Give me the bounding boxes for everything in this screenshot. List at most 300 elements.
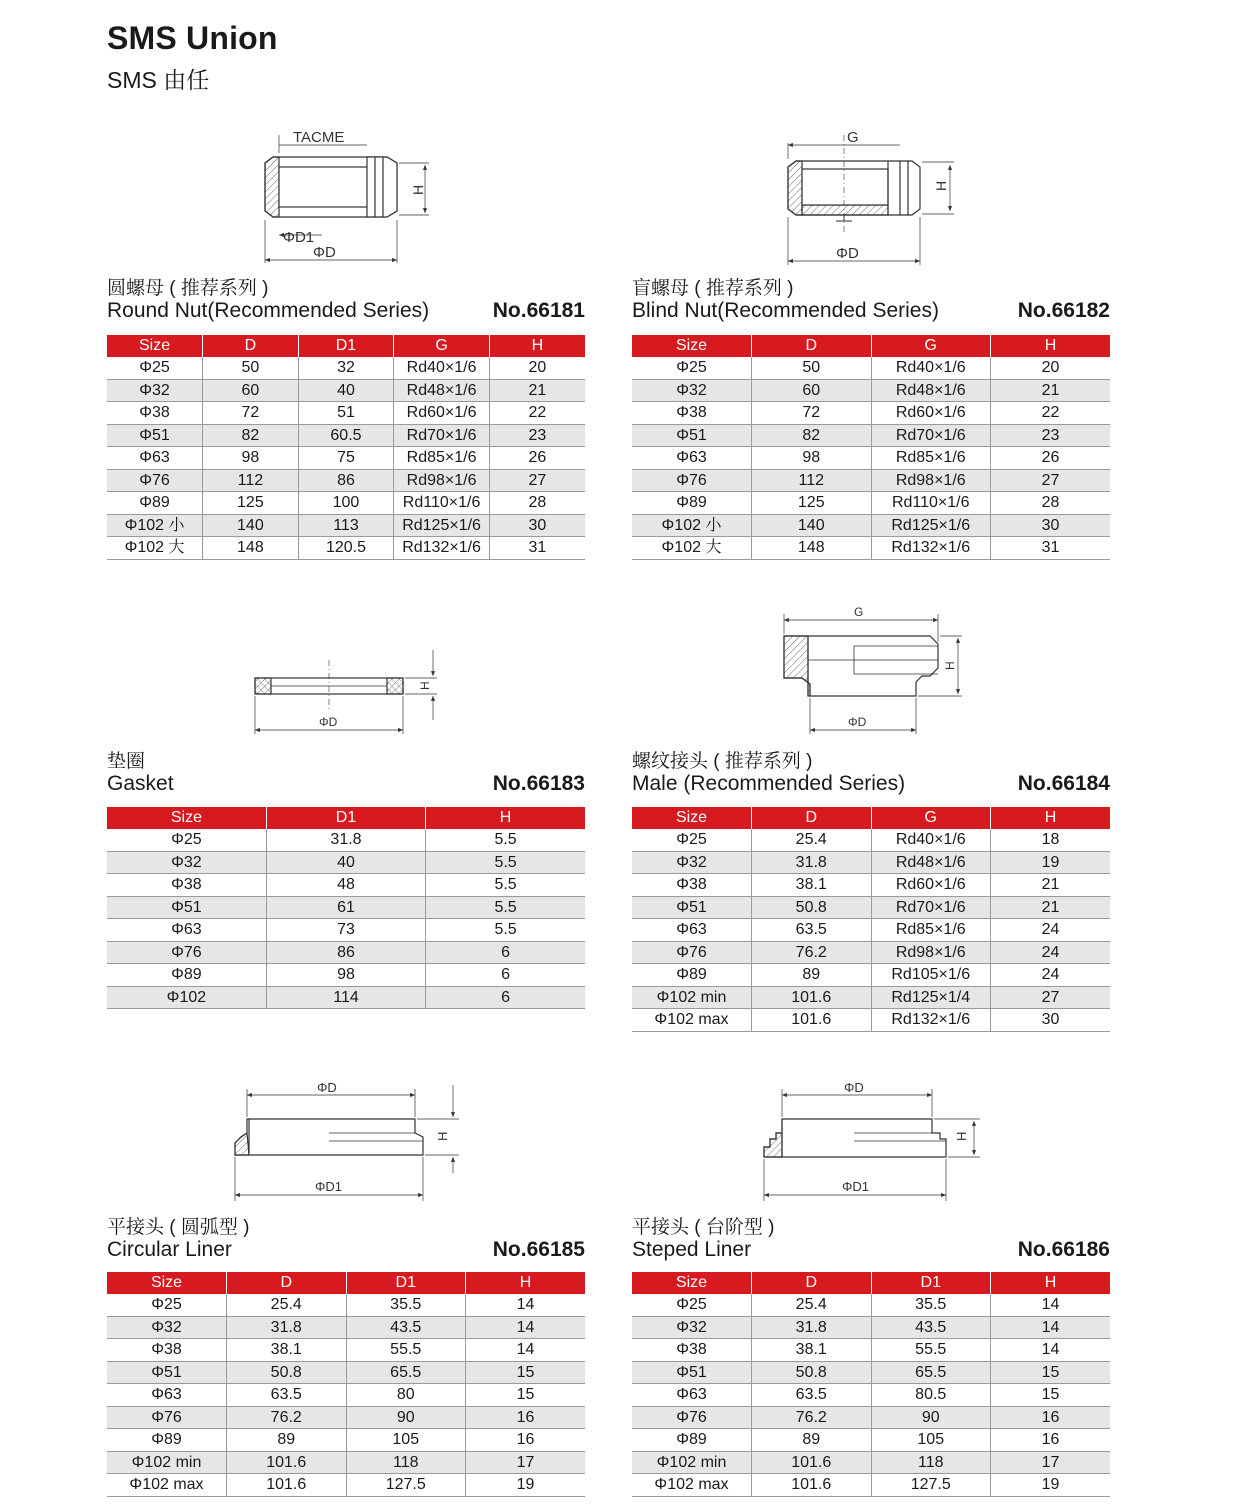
table-row (107, 1316, 585, 1339)
table-cell: 19 (466, 1474, 586, 1497)
table-cell: 14 (991, 1294, 1111, 1316)
table-row (632, 1474, 1110, 1497)
table-cell: Rd60×1/6 (871, 402, 991, 425)
table-cell: Φ76 (107, 1406, 227, 1429)
table-cell: 113 (298, 514, 394, 537)
table-cell: Φ102 大 (107, 537, 203, 560)
table-cell: 30 (991, 1009, 1111, 1032)
blind-nut-drawing (772, 125, 972, 265)
column-header: H (991, 807, 1111, 829)
column-header: D1 (346, 1272, 466, 1294)
table-cell: 30 (991, 514, 1111, 537)
table-cell: Φ102 小 (107, 514, 203, 537)
round-nut-cn-name: 圆螺母 ( 推荐系列 ) (107, 278, 269, 299)
table-cell: Rd125×1/6 (394, 514, 490, 537)
table-cell: 43.5 (346, 1316, 466, 1339)
table-cell: 48 (266, 874, 425, 897)
table-header-row (107, 1272, 585, 1294)
section-steped-liner (632, 1075, 1110, 1505)
table-cell: 73 (266, 919, 425, 942)
column-header: D (227, 1272, 347, 1294)
circular-liner-label-h: H (435, 1131, 450, 1141)
table-cell: 14 (466, 1339, 586, 1362)
table-row (107, 537, 585, 560)
table-cell: Φ38 (632, 402, 752, 425)
column-header: D1 (298, 335, 394, 357)
table-cell: 118 (871, 1451, 991, 1474)
table-cell: 31.8 (266, 829, 425, 851)
table-cell: 60 (203, 379, 299, 402)
table-cell: 18 (991, 829, 1111, 851)
table-cell: Φ25 (107, 829, 266, 851)
table-header-row (107, 335, 585, 357)
table-row (632, 492, 1110, 515)
table-cell: 101.6 (752, 1451, 872, 1474)
table-cell: Φ63 (632, 1384, 752, 1407)
table-cell: 50 (752, 357, 872, 379)
table-cell: 35.5 (871, 1294, 991, 1316)
table-row (107, 874, 585, 897)
table-cell: Φ102 min (632, 986, 752, 1009)
table-cell: 16 (466, 1406, 586, 1429)
table-cell: Rd105×1/6 (871, 964, 991, 987)
male-label-d: ΦD (848, 715, 867, 729)
table-cell: 6 (426, 986, 585, 1009)
steped-liner-label-h: H (954, 1131, 969, 1141)
circular-liner-table (107, 1272, 585, 1497)
table-cell: 15 (466, 1361, 586, 1384)
table-cell: 72 (752, 402, 872, 425)
gasket-cn-name: 垫圈 (107, 751, 146, 772)
table-cell: 100 (298, 492, 394, 515)
male-en-name: Male (Recommended Series) (632, 772, 906, 795)
table-cell: Φ25 (107, 357, 203, 379)
table-cell: 5.5 (426, 919, 585, 942)
table-cell: 125 (752, 492, 872, 515)
table-cell: 24 (991, 964, 1111, 987)
table-cell: Φ102 max (632, 1474, 752, 1497)
table-cell: 118 (346, 1451, 466, 1474)
section-gasket (107, 600, 585, 1020)
table-row (632, 919, 1110, 942)
table-cell: 35.5 (346, 1294, 466, 1316)
table-row (632, 1451, 1110, 1474)
table-row (632, 514, 1110, 537)
table-row (632, 964, 1110, 987)
male-number: No.66184 (1017, 772, 1110, 795)
table-cell: 31.8 (752, 1316, 872, 1339)
table-cell: 105 (871, 1429, 991, 1452)
table-cell: Φ25 (632, 357, 752, 379)
column-header: D (752, 807, 872, 829)
table-cell: 63.5 (227, 1384, 347, 1407)
table-cell: 15 (466, 1384, 586, 1407)
table-cell: Rd110×1/6 (871, 492, 991, 515)
circular-liner-cn-name: 平接头 ( 圆弧型 ) (107, 1217, 250, 1238)
table-cell: 17 (466, 1451, 586, 1474)
table-cell: 26 (991, 447, 1111, 470)
column-header: Size (107, 807, 266, 829)
table-cell: 16 (991, 1429, 1111, 1452)
round-nut-table (107, 335, 585, 560)
table-cell: Φ102 min (107, 1451, 227, 1474)
column-header: Size (107, 1272, 227, 1294)
circular-liner-number: No.66185 (492, 1238, 585, 1261)
table-cell: 148 (203, 537, 299, 560)
table-cell: Rd70×1/6 (871, 424, 991, 447)
table-cell: 14 (466, 1294, 586, 1316)
steped-liner-en-name: Steped Liner (632, 1238, 752, 1261)
table-cell: Rd132×1/6 (871, 1009, 991, 1032)
page-subtitle: SMS 由任 (107, 67, 210, 93)
table-cell: Φ63 (107, 919, 266, 942)
table-cell: 6 (426, 964, 585, 987)
table-cell: 21 (991, 379, 1111, 402)
table-row (632, 851, 1110, 874)
table-cell: Rd48×1/6 (394, 379, 490, 402)
table-cell: 15 (991, 1384, 1111, 1407)
section-circular-liner (107, 1075, 585, 1505)
table-cell: 43.5 (871, 1316, 991, 1339)
table-cell: 38.1 (752, 874, 872, 897)
column-header: G (871, 335, 991, 357)
table-row (107, 469, 585, 492)
table-cell: Φ76 (107, 941, 266, 964)
table-cell: 5.5 (426, 874, 585, 897)
table-cell: 76.2 (752, 941, 872, 964)
blind-nut-label-h: H (933, 180, 949, 191)
table-cell: 38.1 (752, 1339, 872, 1362)
gasket-label-d: ΦD (319, 715, 338, 729)
table-row (107, 986, 585, 1009)
table-header-row (632, 1272, 1110, 1294)
table-cell: Φ32 (632, 1316, 752, 1339)
table-row (632, 1316, 1110, 1339)
table-cell: 127.5 (346, 1474, 466, 1497)
steped-liner-cn-name: 平接头 ( 台阶型 ) (632, 1217, 775, 1238)
table-cell: 75 (298, 447, 394, 470)
table-cell: 80.5 (871, 1384, 991, 1407)
table-row (632, 357, 1110, 379)
blind-nut-label-g: G (847, 129, 859, 146)
table-cell: Φ102 大 (632, 537, 752, 560)
table-row (107, 402, 585, 425)
table-cell: Φ32 (107, 379, 203, 402)
table-cell: Rd48×1/6 (871, 379, 991, 402)
table-cell: Φ38 (107, 1339, 227, 1362)
table-cell: 27 (991, 469, 1111, 492)
blind-nut-table (632, 335, 1110, 560)
table-row (632, 402, 1110, 425)
table-cell: Φ51 (107, 896, 266, 919)
table-cell: 50.8 (752, 1361, 872, 1384)
table-cell: Φ51 (632, 424, 752, 447)
table-row (632, 829, 1110, 851)
column-header: H (466, 1272, 586, 1294)
table-cell: 40 (266, 851, 425, 874)
table-cell: Rd40×1/6 (871, 829, 991, 851)
table-cell: Φ32 (632, 379, 752, 402)
table-row (107, 896, 585, 919)
table-cell: 22 (489, 402, 585, 425)
table-cell: Rd70×1/6 (394, 424, 490, 447)
steped-liner-drawing (756, 1075, 996, 1205)
table-row (632, 1294, 1110, 1316)
table-cell: Rd40×1/6 (871, 357, 991, 379)
table-cell: Φ76 (107, 469, 203, 492)
table-cell: Φ38 (107, 874, 266, 897)
table-cell: 22 (991, 402, 1111, 425)
table-cell: Φ25 (632, 1294, 752, 1316)
table-cell: Φ51 (632, 1361, 752, 1384)
table-cell: 14 (991, 1316, 1111, 1339)
table-header-row (632, 807, 1110, 829)
table-cell: 112 (752, 469, 872, 492)
table-row (107, 941, 585, 964)
round-nut-label-d: ΦD (313, 244, 336, 261)
table-header-row (107, 807, 585, 829)
table-cell: Φ89 (107, 964, 266, 987)
table-cell: Rd132×1/6 (871, 537, 991, 560)
table-row (632, 1009, 1110, 1032)
table-cell: 24 (991, 941, 1111, 964)
table-row (107, 1361, 585, 1384)
table-cell: 80 (346, 1384, 466, 1407)
table-row (107, 424, 585, 447)
table-header-row (632, 335, 1110, 357)
male-label-g: G (854, 605, 864, 619)
table-cell: 27 (991, 986, 1111, 1009)
male-table (632, 807, 1110, 1032)
table-cell: 120.5 (298, 537, 394, 560)
round-nut-number: No.66181 (492, 299, 585, 322)
table-cell: Rd60×1/6 (871, 874, 991, 897)
table-row (107, 851, 585, 874)
table-cell: 5.5 (426, 851, 585, 874)
table-cell: 60 (752, 379, 872, 402)
table-cell: 28 (991, 492, 1111, 515)
column-header: D (752, 1272, 872, 1294)
table-cell: Φ63 (107, 1384, 227, 1407)
table-cell: Φ38 (107, 402, 203, 425)
table-cell: 40 (298, 379, 394, 402)
male-drawing (772, 600, 972, 740)
table-cell: Φ51 (107, 1361, 227, 1384)
table-row (632, 874, 1110, 897)
table-row (632, 941, 1110, 964)
table-row (632, 1406, 1110, 1429)
table-cell: 114 (266, 986, 425, 1009)
table-cell: Rd132×1/6 (394, 537, 490, 560)
gasket-en-name: Gasket (107, 772, 174, 795)
table-cell: 89 (227, 1429, 347, 1452)
table-cell: 101.6 (227, 1451, 347, 1474)
steped-liner-label-d: ΦD (844, 1080, 864, 1095)
gasket-label-h: H (418, 681, 432, 690)
table-cell: Φ63 (632, 447, 752, 470)
table-cell: 98 (203, 447, 299, 470)
section-round-nut (107, 125, 585, 565)
table-row (632, 896, 1110, 919)
table-cell: Φ102 (107, 986, 266, 1009)
table-cell: 31 (489, 537, 585, 560)
table-row (107, 1384, 585, 1407)
column-header: Size (107, 335, 203, 357)
column-header: Size (632, 807, 752, 829)
gasket-table (107, 807, 585, 1009)
table-cell: Rd85×1/6 (871, 447, 991, 470)
table-cell: 82 (203, 424, 299, 447)
table-cell: 98 (752, 447, 872, 470)
table-cell: 5.5 (426, 829, 585, 851)
column-header: Size (632, 1272, 752, 1294)
table-cell: 17 (991, 1451, 1111, 1474)
table-row (632, 537, 1110, 560)
table-row (107, 1406, 585, 1429)
table-cell: 101.6 (752, 1009, 872, 1032)
table-row (107, 1429, 585, 1452)
round-nut-drawing (247, 125, 447, 265)
table-cell: Φ76 (632, 469, 752, 492)
table-cell: 65.5 (346, 1361, 466, 1384)
table-cell: 89 (752, 964, 872, 987)
table-cell: Φ76 (632, 941, 752, 964)
section-male (632, 600, 1110, 1040)
table-cell: Rd98×1/6 (871, 941, 991, 964)
table-cell: Φ32 (632, 851, 752, 874)
table-row (632, 447, 1110, 470)
table-cell: Φ102 min (632, 1451, 752, 1474)
blind-nut-label-d: ΦD (836, 245, 859, 262)
table-cell: 31.8 (752, 851, 872, 874)
table-cell: 16 (466, 1429, 586, 1452)
table-cell: 50 (203, 357, 299, 379)
table-row (107, 1339, 585, 1362)
table-cell: Φ32 (107, 1316, 227, 1339)
table-cell: Rd85×1/6 (394, 447, 490, 470)
table-row (107, 447, 585, 470)
table-cell: Rd125×1/6 (871, 514, 991, 537)
table-cell: 31 (991, 537, 1111, 560)
steped-liner-table (632, 1272, 1110, 1497)
table-cell: 125 (203, 492, 299, 515)
table-cell: 32 (298, 357, 394, 379)
table-cell: 23 (991, 424, 1111, 447)
table-row (107, 1474, 585, 1497)
table-cell: 63.5 (752, 1384, 872, 1407)
table-cell: Rd98×1/6 (871, 469, 991, 492)
table-row (107, 514, 585, 537)
table-cell: 76.2 (752, 1406, 872, 1429)
table-row (632, 1339, 1110, 1362)
circular-liner-label-d: ΦD (317, 1080, 337, 1095)
table-cell: Φ32 (107, 851, 266, 874)
table-cell: 38.1 (227, 1339, 347, 1362)
circular-liner-en-name: Circular Liner (107, 1238, 232, 1261)
column-header: D1 (266, 807, 425, 829)
column-header: D (752, 335, 872, 357)
table-cell: 55.5 (871, 1339, 991, 1362)
table-row (107, 919, 585, 942)
table-cell: 50.8 (227, 1361, 347, 1384)
table-cell: 24 (991, 919, 1111, 942)
table-cell: 76.2 (227, 1406, 347, 1429)
table-cell: Φ89 (632, 964, 752, 987)
steped-liner-number: No.66186 (1017, 1238, 1110, 1261)
table-cell: 98 (266, 964, 425, 987)
table-cell: 148 (752, 537, 872, 560)
column-header: D (203, 335, 299, 357)
table-cell: Φ102 max (632, 1009, 752, 1032)
table-row (632, 1384, 1110, 1407)
table-cell: 25.4 (227, 1294, 347, 1316)
male-label-h: H (943, 661, 957, 670)
table-cell: 21 (991, 896, 1111, 919)
page-title: SMS Union (107, 20, 278, 56)
table-cell: Rd98×1/6 (394, 469, 490, 492)
table-cell: 127.5 (871, 1474, 991, 1497)
table-row (632, 986, 1110, 1009)
table-cell: Φ89 (107, 1429, 227, 1452)
table-cell: Φ63 (107, 447, 203, 470)
column-header: G (871, 807, 991, 829)
table-cell: Φ51 (107, 424, 203, 447)
table-cell: 72 (203, 402, 299, 425)
table-cell: 89 (752, 1429, 872, 1452)
round-nut-label-d1: ΦD1 (283, 229, 315, 246)
table-cell: 15 (991, 1361, 1111, 1384)
table-cell: Φ89 (107, 492, 203, 515)
table-cell: 140 (203, 514, 299, 537)
column-header: G (394, 335, 490, 357)
table-cell: 21 (991, 874, 1111, 897)
column-header: H (991, 1272, 1111, 1294)
table-cell: 31.8 (227, 1316, 347, 1339)
table-cell: 51 (298, 402, 394, 425)
blind-nut-en-name: Blind Nut(Recommended Series) (632, 299, 939, 322)
table-cell: 60.5 (298, 424, 394, 447)
table-cell: 26 (489, 447, 585, 470)
gasket-number: No.66183 (492, 772, 585, 795)
table-cell: Φ38 (632, 874, 752, 897)
table-row (632, 424, 1110, 447)
section-blind-nut (632, 125, 1110, 565)
table-cell: 30 (489, 514, 585, 537)
table-row (107, 829, 585, 851)
table-cell: 27 (489, 469, 585, 492)
table-cell: Φ51 (632, 896, 752, 919)
column-header: Size (632, 335, 752, 357)
table-cell: 86 (266, 941, 425, 964)
table-cell: 50.8 (752, 896, 872, 919)
table-cell: Rd60×1/6 (394, 402, 490, 425)
table-cell: 140 (752, 514, 872, 537)
table-cell: 21 (489, 379, 585, 402)
table-row (107, 964, 585, 987)
table-cell: 86 (298, 469, 394, 492)
table-cell: 6 (426, 941, 585, 964)
steped-liner-label-d1: ΦD1 (842, 1179, 869, 1194)
table-cell: 19 (991, 851, 1111, 874)
table-cell: Φ89 (632, 492, 752, 515)
table-cell: 82 (752, 424, 872, 447)
table-row (107, 1294, 585, 1316)
column-header: H (426, 807, 585, 829)
circular-liner-label-d1: ΦD1 (315, 1179, 342, 1194)
table-row (632, 1429, 1110, 1452)
table-row (632, 379, 1110, 402)
round-nut-label-tacme: TACME (293, 129, 345, 146)
